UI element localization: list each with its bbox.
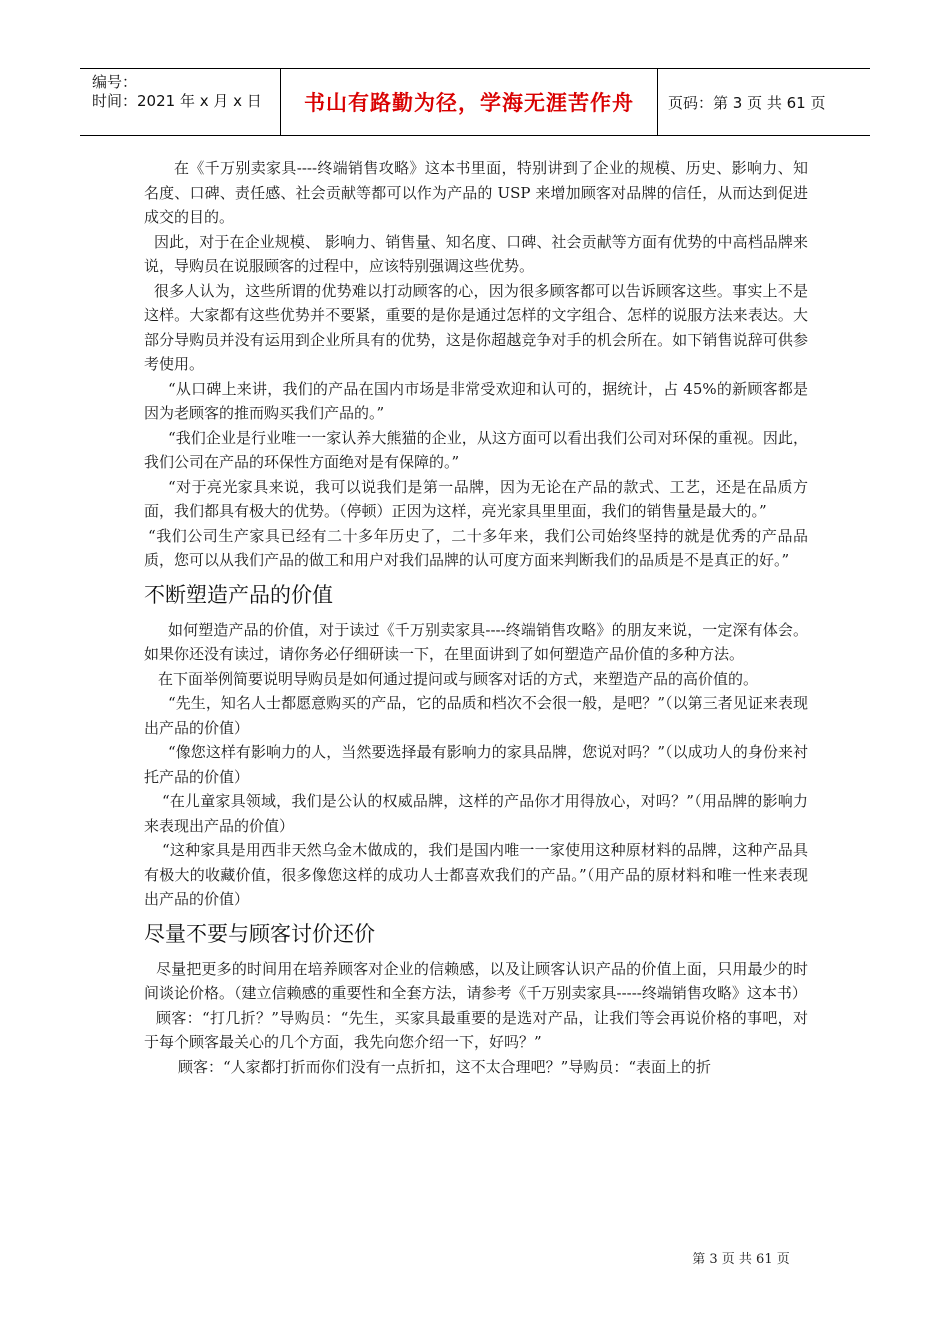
body-paragraph: “从口碑上来讲，我们的产品在国内市场是非常受欢迎和认可的，据统计，占 45%的新顾客都是因为老顾客的推而购买我们产品的。” <box>144 379 808 422</box>
page-footer <box>0 1248 950 1267</box>
section-heading: 尽量不要与顾客讨价还价 <box>144 921 375 946</box>
header-page-label: 页码：第 3 页 共 61 页 <box>668 93 826 112</box>
body-paragraph: “我们企业是行业唯一一家认养大熊猫的企业，从这方面可以看出我们公司对环保的重视。因此，我们公司在产品的环保性方面绝对是有保障的。” <box>144 428 808 471</box>
header-page-cell <box>658 69 870 135</box>
body-paragraph: 很多人认为，这些所谓的优势难以打动顾客的心，因为很多顾客都可以告诉顾客这些。事实上不是这样。大家都有这些优势并不要紧，重要的是你是通过怎样的文字组合、怎样的说服方法来表达。大部分导购员并没有运用到企业所具有的优势，这是你超越竞争对手的机会所在。如下销售说辞可供参考使用。 <box>144 281 808 373</box>
doc-number-label: 编号： <box>92 73 138 91</box>
page-header <box>80 68 870 136</box>
footer-page-number: 第 3 页 共 61 页 <box>692 1252 790 1267</box>
header-motto-cell <box>280 69 658 135</box>
body-paragraph: 因此，对于在企业规模、 影响力、销售量、知名度、口碑、社会贡献等方面有优势的中高档品牌来说，导购员在说服顾客的过程中，应该特别强调这些优势。 <box>144 232 808 275</box>
document-body <box>144 156 808 1079</box>
body-paragraph: 在下面举例简要说明导购员是如何通过提问或与顾客对话的方式，来塑造产品的高价值的。 <box>158 669 759 688</box>
body-paragraph: 如何塑造产品的价值，对于读过《千万别卖家具----终端销售攻略》的朋友来说，一定深有体会。如果你还没有读过，请你务必仔细研读一下，在里面讲到了如何塑造产品价值的多种方法。 <box>144 620 808 663</box>
body-paragraph: “先生，知名人士都愿意购买的产品，它的品质和档次不会很一般，是吧？”（以第三者见证来表现出产品的价值） <box>144 694 808 737</box>
body-paragraph: “我们公司生产家具已经有二十多年历史了，二十多年来，我们公司始终坚持的就是优秀的产品品质，您可以从我们产品的做工和用户对我们品牌的认可度方面来判断我们的品质是不是真正的好。” <box>144 526 808 569</box>
body-paragraph: 顾客：“打几折？”导购员：“先生，买家具最重要的是选对产品，让我们等会再说价格的事吧，对于每个顾客最关心的几个方面，我先向您介绍一下，好吗？” <box>144 1008 808 1051</box>
body-paragraph: 尽量把更多的时间用在培养顾客对企业的信赖感，以及让顾客认识产品的价值上面，只用最少的时间谈论价格。（建立信赖感的重要性和全套方法，请参考《千万别卖家具-----终端销售攻略》这本书） <box>144 959 808 1002</box>
body-paragraph: “对于亮光家具来说，我可以说我们是第一品牌，因为无论在产品的款式、工艺，还是在品质方面，我们都具有极大的优势。（停顿）正因为这样，亮光家具里里面，我们的销售量是最大的。” <box>144 477 808 520</box>
header-motto: 书山有路勤为径，学海无涯苦作舟 <box>304 91 634 115</box>
header-left-cell <box>80 69 280 135</box>
body-paragraph: 顾客：“人家都打折而你们没有一点折扣，这不太合理吧？”导购员：“表面上的折 <box>178 1057 712 1076</box>
doc-time-label: 时间：2021 年 x 月 x 日 <box>92 92 262 110</box>
body-paragraph: “像您这样有影响力的人，当然要选择最有影响力的家具品牌，您说对吗？”（以成功人的身份来衬托产品的价值） <box>144 743 808 786</box>
body-paragraph: “这种家具是用西非天然乌金木做成的，我们是国内唯一一家使用这种原材料的品牌，这种产品具有极大的收藏价值，很多像您这样的成功人士都喜欢我们的产品。”（用产品的原材料和唯一性来表现出产品的价值） <box>144 841 808 908</box>
body-paragraph: 在《千万别卖家具----终端销售攻略》这本书里面，特别讲到了企业的规模、历史、影响力、知名度、口碑、责任感、社会贡献等都可以作为产品的 USP 来增加顾客对品牌的信任，从而达到促进成交的目的。 <box>144 159 808 226</box>
body-paragraph: “在儿童家具领域，我们是公认的权威品牌，这样的产品你才用得放心，对吗？”（用品牌的影响力来表现出产品的价值） <box>144 792 808 835</box>
section-heading: 不断塑造产品的价值 <box>144 582 333 607</box>
